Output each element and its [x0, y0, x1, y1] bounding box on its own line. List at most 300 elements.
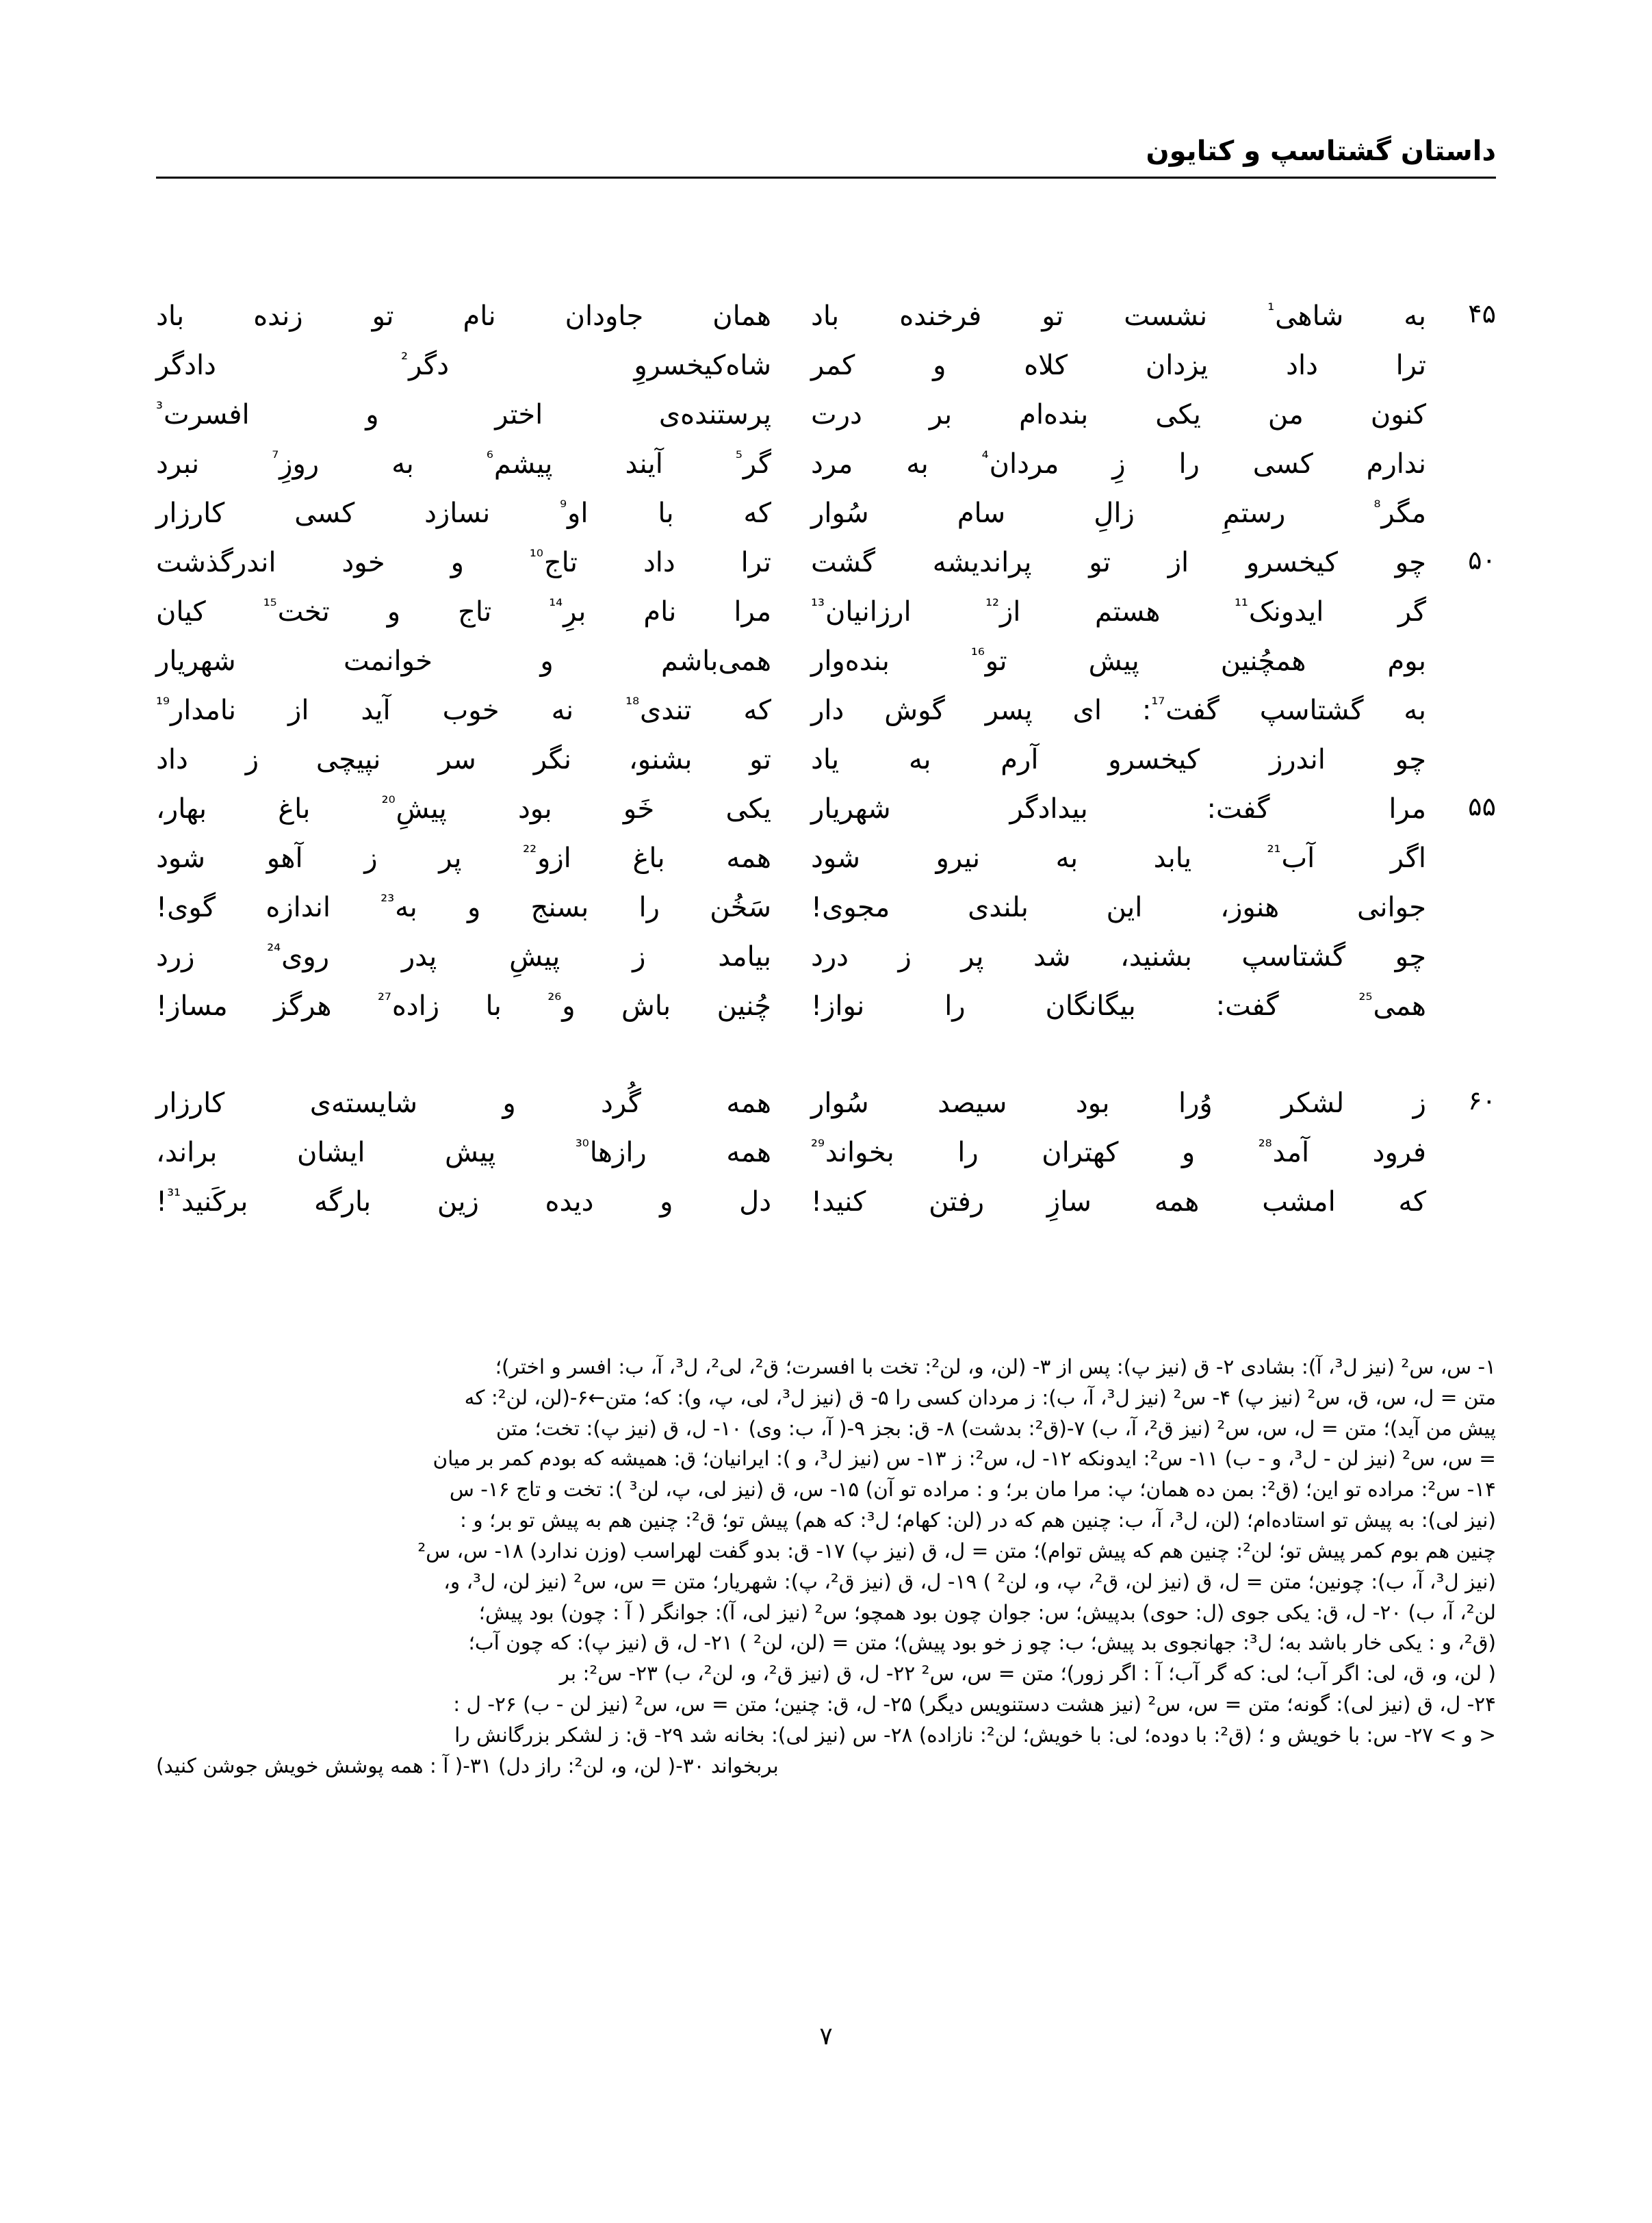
- verse-word: خوانمت: [343, 645, 433, 677]
- verse-word: پر: [439, 843, 462, 874]
- footnote-marker: ⁵: [735, 447, 743, 467]
- verse-word: پدر: [401, 941, 437, 973]
- couplet-row: [156, 1131, 1496, 1180]
- verse-word: همی‌باشم: [660, 645, 771, 677]
- verse-word: کیخسرو: [1108, 744, 1200, 775]
- verse-word: تخت$^{^{15}}$: [263, 595, 330, 628]
- verse-word: دل: [739, 1186, 771, 1218]
- verse-word: تو: [749, 744, 771, 775]
- verse-word: کیخسرو: [1246, 547, 1338, 578]
- verse-word: اگر: [1390, 843, 1426, 874]
- couplet-row: [156, 935, 1496, 984]
- couplet-row: [156, 442, 1496, 491]
- verse-word: پیش: [445, 1137, 496, 1168]
- apparatus-line: ۱- س، س² (نیز ل³، آ): بشادی ۲- ق (نیز پ): پس از ۳- (لن، و، لن²: تخت با افسرت؛ ق²، لی²، ل³، آ، ب: افسر و اختر)؛: [495, 1355, 1496, 1378]
- verse-word: جاودان: [565, 300, 644, 332]
- footnote-marker: ¹³: [811, 595, 825, 615]
- hemistich-left: [156, 984, 778, 1027]
- verse-word: به: [906, 448, 929, 480]
- verse-word: گُرد: [601, 1088, 641, 1119]
- apparatus-line: (نیز ل³، آ، ب): چونین؛ متن = ل، ق (نیز لن، ق²، پ، و، لن² ) ۱۹- ل، ق (نیز ق²، پ): شهریار؛ متن = س، س² (نیز لن، ل³، و،: [443, 1569, 1496, 1593]
- verse-word: تندی$^{^{18}}$: [625, 693, 692, 726]
- verse-word: ز: [245, 744, 259, 775]
- footnote-marker: ²⁷: [377, 989, 391, 1010]
- verse-word: گر: [1397, 596, 1426, 628]
- verse-word: به: [1055, 843, 1079, 874]
- verse-word: مرد: [811, 448, 853, 480]
- verse-word: چو: [1395, 941, 1426, 973]
- verse-word: ازو$^{^{22}}$: [523, 841, 571, 874]
- running-head-rule: [156, 177, 1496, 179]
- verse-word: بیدادگر: [1009, 793, 1088, 825]
- footnote-marker: ²²: [523, 841, 537, 862]
- hemistich-right: [778, 344, 1426, 386]
- verse-word: ترا: [1395, 350, 1426, 381]
- footnote-marker: ²⁶: [547, 989, 562, 1010]
- footnote-marker: ¹⁶: [970, 644, 985, 665]
- verse-word: بیگانگان: [1045, 990, 1136, 1022]
- verse-word: فرود: [1372, 1137, 1426, 1168]
- verse-word: او$^{^9}$: [560, 496, 589, 529]
- running-head-title: داستان گشتاسپ و کتایون: [1146, 136, 1496, 167]
- verse-word: سَخُن: [710, 892, 771, 923]
- hemistich-left: [156, 886, 778, 928]
- verse-word: بیامد: [718, 941, 771, 973]
- verse-number: [1426, 344, 1496, 348]
- couplet-row: [156, 836, 1496, 886]
- verse-word: نام: [643, 596, 677, 628]
- verse-word: نگر: [533, 744, 571, 775]
- verse-word: همچُنین: [1220, 645, 1306, 677]
- verse-word: نام: [463, 300, 496, 332]
- verse-word: به: [908, 744, 931, 775]
- verse-word: مگر$^{^8}$: [1373, 496, 1426, 529]
- verse-word: مرا: [1389, 793, 1426, 825]
- verse-word: با: [658, 498, 674, 529]
- verse-word: رستمِ: [1222, 498, 1286, 529]
- verse-word: نواز!: [811, 990, 865, 1022]
- verse-word: شاهی$^{^1}$: [1267, 299, 1344, 332]
- verse-word: از: [1167, 547, 1189, 578]
- verse-word: ای: [1072, 695, 1102, 726]
- couplet-row: [156, 984, 1496, 1033]
- verse-word: پیشِ$^{^{20}}$: [381, 792, 447, 825]
- verse-word: پیشم$^{^6}$: [486, 447, 553, 480]
- verse-word: آید: [361, 695, 391, 726]
- verse-word: تو: [1089, 547, 1111, 578]
- hemistich-left: [156, 787, 778, 830]
- verse-word: ندارم: [1366, 448, 1426, 480]
- hemistich-right: [778, 689, 1426, 731]
- apparatus-line: (ق²، و : یکی خار باشد به؛ ل³: جهانجوی بد پیش؛ ب: چو ز خو بود پیش)؛ متن = (لن، لن² ) ۲۱- ل، ق (نیز پ): که چون آب؛: [468, 1631, 1496, 1655]
- footnote-marker: ⁶: [486, 447, 493, 467]
- verse-word: بوم: [1387, 645, 1426, 677]
- verse-word: به: [391, 448, 414, 480]
- footnote-marker: ³⁰: [575, 1135, 589, 1156]
- footnote-marker: ⁸: [1373, 496, 1381, 517]
- couplet-row: [156, 738, 1496, 787]
- verse-word: تو: [372, 300, 394, 332]
- verse-word: مجوی!: [811, 892, 890, 923]
- apparatus-line: چنین هم بوم کمر پیش تو؛ لن²: چنین هم که پیش توام)؛ متن = ل، ق (نیز پ) ۱۷- ق: بدو گفت لهراسب (وزن ندارد) ۱۸- س، س²: [417, 1539, 1496, 1563]
- footnote-marker: ²⁵: [1358, 989, 1373, 1010]
- verse-word: باد: [156, 300, 185, 332]
- footnote-marker: ⁴: [981, 447, 989, 467]
- verse-word: داد: [156, 744, 188, 775]
- verse-word: از: [288, 695, 309, 726]
- apparatus-line: متن = ل، س، ق، س² (نیز پ) ۴- س² (نیز ل³، آ، ب): ز مردان کسی را ۵- ق (نیز ل³، لی، پ، و): که؛ متن←۶-(لن، لن²: که: [464, 1385, 1496, 1409]
- verse-word: اندرگذشت: [156, 547, 276, 578]
- footnote-marker: ¹²: [985, 595, 999, 615]
- apparatus-line: پیش من آید)؛ متن = ل، س، س² (نیز ق²، آ، ب) ۷-(ق²: بدشت) ۸- ق: بجز ۹-( آ، ب: وی) ۱۰- ل، ق (نیز پ): تخت؛ متن: [495, 1416, 1496, 1440]
- hemistich-left: [156, 1131, 778, 1173]
- hemistich-left: [156, 1180, 778, 1222]
- verse-word: با: [485, 990, 502, 1022]
- verse-word: بخواند$^{^{29}}$: [811, 1135, 894, 1168]
- hemistich-left: [156, 590, 778, 632]
- verse-word: هستم: [1094, 596, 1161, 628]
- verse-number: [1426, 590, 1496, 594]
- verse-word: پراندیشه: [932, 547, 1032, 578]
- verse-word: کمر: [811, 350, 855, 381]
- verse-number: [1426, 393, 1496, 397]
- footnote-marker: ²⁸: [1258, 1135, 1272, 1156]
- verse-word: وُرا: [1178, 1088, 1213, 1119]
- footnote-marker: ¹⁹: [156, 693, 170, 714]
- verse-word: باغ: [278, 793, 311, 825]
- verse-word: سیصد: [938, 1088, 1007, 1119]
- hemistich-right: [778, 1180, 1426, 1222]
- verse-number: [1426, 984, 1496, 988]
- verse-word: نبرد: [156, 448, 200, 480]
- apparatus-line: (نیز لی): به پیش تو استاده‌ام؛ (لن، ل³، آ، ب: چنین هم که در (لن: کهام؛ ل³: که هم) پیش تو؛ ق²: چنین هم به پیش تو بر؛ و :: [460, 1508, 1496, 1532]
- verse-word: سام: [957, 498, 1006, 529]
- verse-word: و: [450, 547, 464, 578]
- verse-word: زِ: [1112, 448, 1126, 480]
- hemistich-right: [778, 442, 1426, 485]
- couplet-row: [156, 1081, 1496, 1131]
- hemistich-left: [156, 442, 778, 485]
- verse-word: شایسته‌ی: [309, 1088, 418, 1119]
- verse-word: یکی: [725, 793, 771, 825]
- verse-word: به$^{^{23}}$: [380, 890, 417, 923]
- verse-word: نپیچی: [315, 744, 381, 775]
- apparatus-line: بربخواند ۳۰-( لن، و، لن²: راز دل) ۳۱-( آ : همه پوشش خویش جوشن کنید): [156, 1753, 779, 1777]
- footnote-marker: ¹⁴: [549, 595, 563, 615]
- footnote-marker: ²: [401, 348, 409, 369]
- hemistich-left: [156, 541, 778, 583]
- verse-word: دار: [811, 695, 844, 726]
- verse-word: براند،: [156, 1137, 218, 1168]
- footnote-marker: ¹⁷: [1151, 693, 1165, 714]
- verse-word: بنده‌وار: [811, 645, 890, 677]
- verse-word: پیش: [1088, 645, 1139, 677]
- folio-number: ۷: [819, 2022, 833, 2051]
- verse-word: شاه‌کیخسروِ: [634, 350, 771, 381]
- verse-word: بنده‌ام: [1019, 399, 1089, 431]
- apparatus-line: ۱۴- س²: مراده تو این؛ (ق²: بمن ده همان؛ پ: مرا مان بر؛ و : مراده تو آن) ۱۵- س، ق (نیز لی، پ، لن³ ): تخت و تاج ۱۶- س: [449, 1478, 1496, 1502]
- verse-word: باغ: [632, 843, 665, 874]
- verse-word: ز: [898, 941, 912, 973]
- hemistich-right: [778, 984, 1426, 1027]
- verse-number: [1426, 442, 1496, 446]
- footnote-marker: ¹⁵: [263, 595, 277, 615]
- verse-word: گوی!: [156, 892, 216, 923]
- footnote-marker: ⁹: [560, 496, 567, 517]
- verse-word: امشب: [1262, 1186, 1336, 1218]
- verse-word: بر: [929, 399, 953, 431]
- verse-word: سازِ: [1046, 1186, 1092, 1218]
- verse-word: برکَنید$^{^{31}}$!: [156, 1185, 248, 1218]
- verse-word: ایدونک$^{^{11}}$: [1234, 595, 1324, 628]
- verse-word: بشنو،: [628, 744, 693, 775]
- verse-word: دادگر: [156, 350, 216, 381]
- verse-word: آرم: [1001, 744, 1039, 775]
- hemistich-left: [156, 836, 778, 879]
- verse-word: شهریار: [156, 645, 236, 677]
- hemistich-right: [778, 935, 1426, 977]
- verse-area: [156, 294, 1496, 1300]
- verse-word: درت: [811, 399, 862, 431]
- verse-word: روی$^{^{24}}$: [267, 940, 330, 973]
- hemistich-right: [778, 639, 1426, 682]
- verse-word: لشکر: [1281, 1088, 1345, 1119]
- verse-number: ۴۵: [1468, 298, 1496, 329]
- verse-word: گر$^{^5}$: [735, 447, 771, 480]
- verse-word: که: [1398, 1186, 1426, 1218]
- verse-word: زاده$^{^{27}}$: [377, 989, 440, 1022]
- verse-word: چُنین: [717, 990, 771, 1022]
- hemistich-left: [156, 491, 778, 534]
- verse-word: پسر: [985, 695, 1033, 726]
- verse-word: به: [1404, 695, 1426, 726]
- verse-word: زرد: [156, 941, 195, 973]
- couplet-row: [156, 541, 1496, 590]
- verse-word: ز: [632, 941, 646, 973]
- verse-word: هرگز: [274, 990, 332, 1022]
- hemistich-left: [156, 294, 778, 337]
- verse-word: اختر: [495, 399, 543, 431]
- hemistich-right: [778, 294, 1426, 337]
- verse-word: همی$^{^{25}}$: [1358, 989, 1426, 1022]
- verse-word: مردان$^{^4}$: [981, 447, 1059, 480]
- verse-word: رفتن: [929, 1186, 985, 1218]
- verse-word: مساز!: [156, 990, 228, 1022]
- verse-word: نه: [551, 695, 574, 726]
- verse-word: شد: [1033, 941, 1071, 973]
- verse-word: کنید!: [811, 1186, 866, 1218]
- verse-word: خود: [341, 547, 385, 578]
- verse-word: کسی: [294, 498, 355, 529]
- verse-word: را: [944, 990, 966, 1022]
- verse-word: ارزانیان$^{^{13}}$: [811, 595, 912, 628]
- verse-word: پرستنده‌ی: [658, 399, 771, 431]
- verse-word: گشتاسپ: [1241, 941, 1346, 973]
- footnote-marker: ³¹: [167, 1185, 181, 1205]
- verse-word: را: [1178, 448, 1200, 480]
- verse-word: و: [502, 1088, 516, 1119]
- stanza-break: [156, 1033, 1496, 1081]
- critical-apparatus: [156, 1352, 1496, 1782]
- verse-number: [1426, 639, 1496, 643]
- verse-word: سُوار: [811, 1088, 869, 1119]
- verse-word: و: [933, 350, 946, 381]
- verse-word: یکی: [1155, 399, 1201, 431]
- verse-word: باش: [621, 990, 671, 1022]
- apparatus-line: ۲۴- ل، ق (نیز لی): گونه؛ متن = س، س² (نیز هشت دستنویس دیگر) ۲۵- ل، ق: چنین؛ متن = س، س² (نیز لن - ب) ۲۶- ل :: [453, 1693, 1496, 1717]
- footnote-marker: ¹⁸: [625, 693, 640, 714]
- footnote-marker: ²¹: [1267, 841, 1281, 862]
- verse-word: درد: [811, 941, 849, 973]
- verse-word: یزدان: [1145, 350, 1209, 381]
- verse-word: ایشان: [296, 1137, 365, 1168]
- verse-word: از$^{^{12}}$: [985, 595, 1021, 628]
- apparatus-line: لن²، آ، ب) ۲۰- ل، ق: یکی جوی (ل: حوی) بدپیش؛ س: جوان چون بود همچو؛ س² (نیز لی، آ): جوانگر ( آ : چون) بود پیش؛: [478, 1600, 1496, 1624]
- verse-word: زین: [437, 1186, 479, 1218]
- verse-word: من: [1267, 399, 1304, 431]
- hemistich-right: [778, 738, 1426, 780]
- verse-number: ۵۰: [1468, 545, 1496, 575]
- couplet-row: [156, 294, 1496, 344]
- hemistich-left: [156, 689, 778, 731]
- verse-word: همان: [712, 300, 771, 332]
- couplet-list: [156, 294, 1496, 1229]
- couplet-row: [156, 689, 1496, 738]
- hemistich-left: [156, 393, 778, 435]
- hemistich-right: [778, 491, 1426, 534]
- verse-word: کهتران: [1042, 1137, 1119, 1168]
- verse-word: نسازد: [424, 498, 491, 529]
- verse-word: گوش: [884, 695, 945, 726]
- hemistich-right: [778, 541, 1426, 583]
- verse-word: گفت$^{^{17}}$:: [1141, 693, 1219, 726]
- verse-word: شهریار: [811, 793, 891, 825]
- verse-word: افسرت$^{^3}$: [156, 398, 250, 431]
- hemistich-left: [156, 344, 778, 386]
- verse-word: باد: [811, 300, 840, 332]
- footnote-marker: ²⁹: [811, 1135, 825, 1156]
- verse-number: [1426, 1180, 1496, 1184]
- verse-word: ز: [364, 843, 378, 874]
- verse-number: ۵۵: [1468, 791, 1496, 821]
- verse-number: [1426, 1131, 1496, 1135]
- verse-word: برِ$^{^{14}}$: [549, 595, 586, 628]
- verse-word: همه: [726, 1088, 771, 1119]
- hemistich-right: [778, 886, 1426, 928]
- verse-word: گشتاسپ: [1259, 695, 1364, 726]
- verse-word: گشت: [811, 547, 876, 578]
- verse-word: تاج$^{^{10}}$: [529, 545, 578, 578]
- verse-word: و: [467, 892, 481, 923]
- verse-word: آیند: [625, 448, 663, 480]
- hemistich-left: [156, 738, 778, 780]
- verse-number: [1426, 738, 1496, 742]
- verse-number: [1426, 689, 1496, 693]
- hemistich-left: [156, 639, 778, 682]
- verse-word: چو: [1395, 744, 1426, 775]
- couplet-row: [156, 639, 1496, 689]
- verse-word: خَو: [623, 793, 655, 825]
- verse-word: همه: [726, 843, 771, 874]
- hemistich-right: [778, 1131, 1426, 1173]
- verse-number: [1426, 935, 1496, 939]
- verse-word: زنده: [253, 300, 303, 332]
- apparatus-line: = س، س² (نیز لن - ل³، و - ب) ۱۱- س²: ایدونکه ۱۲- ل، س²: ز ۱۳- س (نیز ل³، و ): ایرانیان؛ ق: همیشه که بودم کمر بر میان: [433, 1447, 1496, 1471]
- verse-word: که: [743, 498, 771, 529]
- footnote-marker: ¹⁰: [529, 545, 543, 566]
- couplet-row: [156, 1180, 1496, 1229]
- verse-number: [1426, 491, 1496, 496]
- verse-word: همه: [1154, 1186, 1200, 1218]
- verse-word: کارزار: [156, 1088, 225, 1119]
- hemistich-right: [778, 836, 1426, 879]
- verse-number: ۶۰: [1468, 1085, 1496, 1116]
- couplet-row: [156, 787, 1496, 836]
- verse-word: بود: [1075, 1088, 1110, 1119]
- verse-word: کیان: [156, 596, 206, 628]
- verse-word: کسی: [1252, 448, 1313, 480]
- verse-word: جوانی: [1357, 892, 1426, 923]
- verse-word: به: [1404, 300, 1426, 332]
- apparatus-line: ( لن، و، ق، لی: اگر آب؛ لی: که گر آب؛ آ : اگر زور)؛ متن = س، س² ۲۲- ل، ق (نیز ق²، و، لن²، ب) ۲۳- س²: بر: [559, 1662, 1496, 1686]
- verse-word: بارگه: [314, 1186, 372, 1218]
- verse-word: شود: [811, 843, 861, 874]
- verse-word: سُوار: [811, 498, 869, 529]
- verse-word: آب$^{^{21}}$: [1267, 841, 1315, 874]
- verse-word: اندرز: [1269, 744, 1326, 775]
- couplet-row: [156, 590, 1496, 639]
- verse-word: چو: [1395, 547, 1426, 578]
- verse-word: شود: [156, 843, 206, 874]
- verse-word: نیرو: [935, 843, 981, 874]
- couplet-row: [156, 344, 1496, 393]
- verse-word: بشنید،: [1120, 941, 1192, 973]
- verse-word: خوب: [442, 695, 500, 726]
- verse-word: این: [1106, 892, 1143, 923]
- couplet-row: [156, 886, 1496, 935]
- verse-word: کنون: [1370, 399, 1426, 431]
- verse-word: پیشِ: [509, 941, 560, 973]
- verse-word: تو$^{^{16}}$: [970, 644, 1007, 677]
- verse-word: هنوز،: [1220, 892, 1280, 923]
- hemistich-right: [778, 1081, 1426, 1124]
- verse-word: داد: [643, 547, 675, 578]
- verse-word: و$^{^{26}}$: [547, 989, 576, 1022]
- footnote-marker: ³: [156, 398, 163, 418]
- verse-word: تو: [1042, 300, 1064, 332]
- hemistich-right: [778, 590, 1426, 632]
- verse-word: همه: [726, 1137, 771, 1168]
- hemistich-left: [156, 935, 778, 977]
- verse-word: و: [1181, 1137, 1196, 1168]
- footnote-marker: ¹: [1267, 299, 1275, 320]
- verse-word: مرا: [734, 596, 771, 628]
- hemistich-left: [156, 1081, 778, 1124]
- verse-word: یاد: [811, 744, 840, 775]
- verse-word: رازها$^{^{30}}$: [575, 1135, 647, 1168]
- footnote-marker: ⁷: [272, 447, 279, 467]
- verse-word: یابد: [1153, 843, 1192, 874]
- verse-word: پر: [961, 941, 984, 973]
- verse-word: داد: [1286, 350, 1318, 381]
- verse-word: زالِ: [1094, 498, 1135, 529]
- verse-word: کلاه: [1024, 350, 1068, 381]
- verse-number: [1426, 886, 1496, 890]
- verse-word: روزِ$^{^7}$: [272, 447, 320, 480]
- verse-word: را: [638, 892, 660, 923]
- verse-word: آمد$^{^{28}}$: [1258, 1135, 1310, 1168]
- verse-word: کارزار: [156, 498, 225, 529]
